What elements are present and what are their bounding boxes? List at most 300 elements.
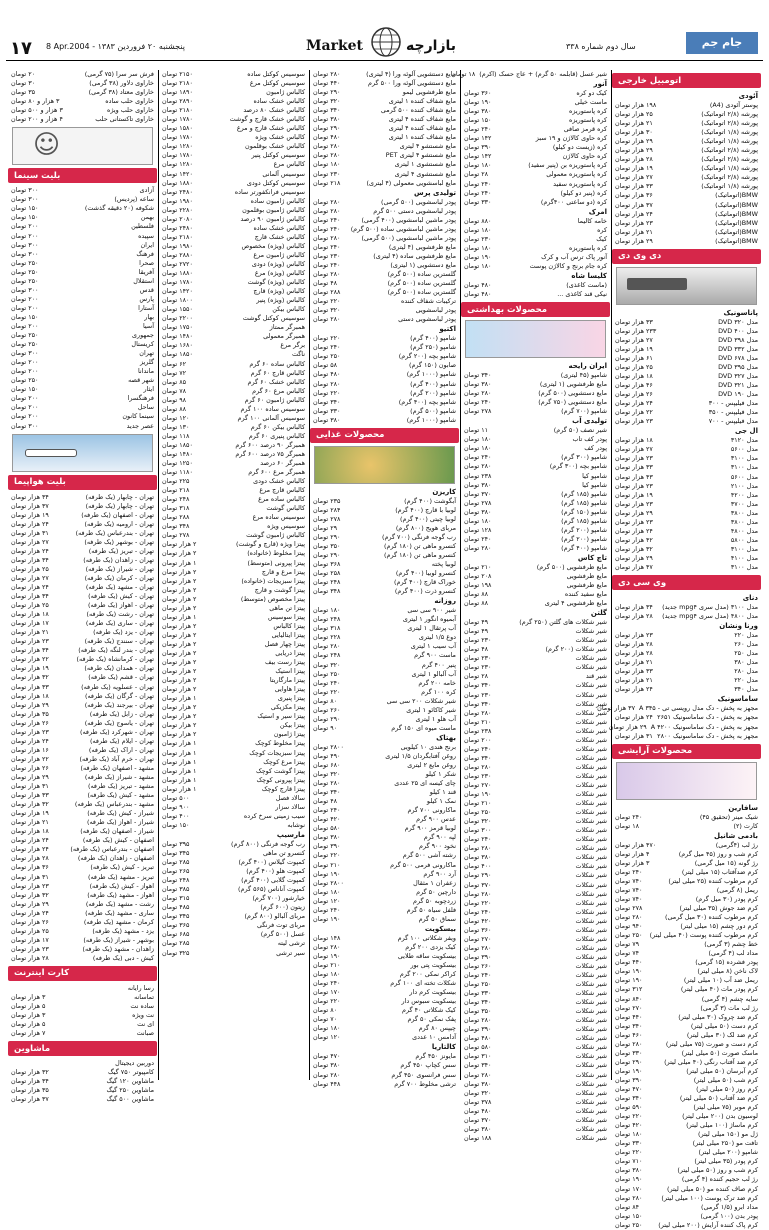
- item-price: ۲۳۰ تومان: [464, 654, 492, 663]
- price-row: [612, 1139, 761, 1148]
- cosm-photo: [616, 762, 757, 800]
- item-name: مایع لباسشویی معمولی (۴ لیتری): [366, 178, 456, 187]
- price-row: [310, 861, 459, 870]
- brand-subheading: سافارین: [728, 803, 758, 812]
- item-price: ۳۵ تومان: [11, 88, 36, 97]
- item-name: شیر شکلات: [575, 989, 607, 998]
- price-row: [461, 134, 610, 143]
- price-row: [612, 454, 761, 463]
- price-row: [310, 70, 459, 79]
- price-row: [461, 481, 610, 490]
- item-price: ۲۳۵ تومان: [313, 496, 341, 505]
- item-name: تهران - کیش (یک طرفه): [88, 592, 154, 601]
- item-name: پودر کف: [584, 444, 607, 453]
- price-row: [461, 1043, 610, 1052]
- price-row: [461, 709, 610, 718]
- price-row: [310, 642, 459, 651]
- item-price: ۲۴ هزار تومان: [615, 209, 653, 218]
- price-row: [461, 971, 610, 980]
- category-heading: اتومبیل خارجی: [612, 73, 761, 88]
- item-price: ۸۰ تومان: [313, 696, 338, 705]
- price-row: [612, 640, 761, 649]
- item-name: تهران - تبریز (یک طرفه): [88, 546, 154, 555]
- item-price: ۲۴۰ تومان: [313, 905, 341, 914]
- price-row: [310, 797, 459, 806]
- price-row: [612, 940, 761, 949]
- item-name: پیتزا ویژه (قارچ و گوشت): [235, 540, 305, 549]
- price-row: [461, 581, 610, 590]
- item-price: ۳۳ هزار تومان: [615, 317, 653, 326]
- item-price: ۲۱ هزار تومان: [11, 818, 49, 827]
- price-row: [461, 754, 610, 763]
- item-price: ۲۷۸ تومان: [162, 531, 190, 540]
- price-row: [612, 128, 761, 137]
- price-row: [8, 845, 157, 854]
- price-row: [461, 627, 610, 636]
- price-row: [8, 628, 157, 637]
- item-name: مدل DVD ۳۹۸: [718, 335, 758, 344]
- price-row: [8, 1095, 157, 1104]
- item-name: ساده نت: [130, 1002, 154, 1011]
- item-name: سوسیس کوکتل دودی: [246, 178, 305, 187]
- item-price: ۲ هزار تومان: [162, 594, 197, 603]
- price-row: [461, 953, 610, 962]
- item-price: ۴۲ هزار تومان: [615, 535, 653, 544]
- item-price: ۲۱۸ تومان: [313, 178, 341, 187]
- price-row: [310, 243, 459, 252]
- item-name: شیر شکلات: [575, 1124, 607, 1133]
- price-row: [159, 595, 308, 604]
- item-price: ۲۰۰ تومان: [11, 403, 39, 412]
- item-price: ۲۳ هزار تومان: [615, 517, 653, 526]
- item-price: ۲۵۰ تومان: [11, 340, 39, 349]
- price-row: [159, 613, 308, 622]
- item-name: شیر شکلات: [575, 871, 607, 880]
- price-row: [612, 445, 761, 454]
- item-price: ۱۸۰ تومان: [313, 606, 341, 615]
- item-name: تهران - ساری (یک طرفه): [85, 619, 154, 628]
- item-price: ۴۲۰ تومان: [615, 1121, 643, 1130]
- price-row: [461, 590, 610, 599]
- price-row: [310, 670, 459, 679]
- item-name: همبرگر ممتاز: [269, 323, 305, 332]
- price-row: [310, 1071, 459, 1080]
- item-name: شامپو (۲۵۰ گرم): [410, 343, 456, 352]
- item-name: پیتزا پپرونی کوچک: [256, 775, 305, 784]
- item-price: ۲۴۰ تومان: [615, 867, 643, 876]
- item-name: کیک یزدی ۲۰۰ گرم: [405, 942, 456, 951]
- brand-subheading: بهتاک: [436, 733, 456, 742]
- item-name: کرم ضد آفتاب رنگی (۴۰ میلی لیتر): [664, 1057, 758, 1066]
- page-number: ۱۷: [10, 38, 32, 59]
- price-row: [461, 763, 610, 772]
- price-row: [159, 215, 308, 224]
- item-name: مدل فیلیپس - ۷۰۰: [708, 417, 758, 426]
- item-price: ۳۰۰ تومان: [11, 421, 39, 430]
- item-name: دوغ ۱/۵ لیتری: [418, 633, 456, 642]
- item-name: سالاد فصل: [275, 793, 305, 802]
- item-price: ۲۳۰ تومان: [464, 636, 492, 645]
- price-row: [612, 1013, 761, 1022]
- price-row: [612, 1203, 761, 1212]
- item-price: ۲۴۰ تومان: [464, 907, 492, 916]
- item-name: مایع ظرفشویی (۵۰۰ گرم): [536, 562, 607, 571]
- item-name: شامپو کیا: [582, 480, 607, 489]
- item-name: مایع ظرفشویی (۴ لیتری): [388, 242, 456, 251]
- item-name: بیسکویت ساقه طلایی: [397, 951, 456, 960]
- price-row: [612, 1022, 761, 1031]
- brand-subheading: گلتن: [590, 609, 607, 618]
- price-row: [8, 556, 157, 565]
- price-row: [612, 895, 761, 904]
- price-row: [159, 758, 308, 767]
- item-name: کنسرو ذرت (۴۰۰ گرم): [394, 587, 456, 596]
- item-name: بوشهر - شیراز (یک طرفه): [83, 935, 154, 944]
- item-name: خیارشور (۷۰۰ گرم): [252, 894, 305, 903]
- item-name: پنیر ۴۰۰ گرم: [421, 660, 456, 669]
- item-price: ۲۴۰ تومان: [313, 979, 341, 988]
- item-price: ۱۹ هزار تومان: [615, 344, 653, 353]
- item-name: کره (پنیر دو کیلو): [560, 188, 607, 197]
- item-price: ۲۷ هزار تومان: [11, 537, 49, 546]
- item-price: ۲۸ هزار تومان: [615, 640, 653, 649]
- item-price: ۲ هزار تومان: [162, 639, 197, 648]
- price-row: [159, 97, 308, 106]
- item-price: ۲۸۰ تومان: [615, 913, 643, 922]
- item-price: ۲۸۰ تومان: [464, 543, 492, 552]
- price-row: [612, 1112, 761, 1121]
- item-name: ای نت: [137, 1020, 154, 1029]
- price-row: [159, 269, 308, 278]
- item-name: پیتزا مرغ و قارچ: [261, 567, 305, 576]
- item-price: ۱۵۰ تومان: [11, 385, 39, 394]
- item-name: کرم ضد چروک (۳۰ میلی لیتر): [678, 1012, 758, 1021]
- item-name: لوبیا پخته: [431, 560, 456, 569]
- item-price: ۲۴ هزار تومان: [11, 736, 49, 745]
- item-price: ۴۲۰ تومان: [464, 916, 492, 925]
- price-row: [310, 815, 459, 824]
- item-name: قدس: [139, 285, 154, 294]
- price-row: [159, 423, 308, 432]
- price-row: [310, 225, 459, 234]
- item-name: کرم پودر (۳۰ میل گرم): [695, 895, 758, 903]
- item-price: ۲۰۰ تومان: [11, 231, 39, 240]
- price-row: [612, 219, 761, 228]
- price-row: [8, 900, 157, 909]
- item-name: تهران: [139, 349, 154, 358]
- item-name: کالباس ساده ۶۰ گرم: [249, 359, 305, 368]
- item-name: شیر شکلات: [575, 1007, 607, 1016]
- price-row: [612, 1130, 761, 1139]
- item-name: مشهد - تبریز (یک طرفه): [88, 782, 154, 791]
- item-name: آزادی: [139, 186, 154, 195]
- item-name: شامپو (۲۰۰ گرم): [410, 388, 456, 397]
- item-name: ایران: [140, 240, 154, 249]
- price-row: [159, 332, 308, 341]
- item-name: یزد - مشهد (یک طرفه): [92, 926, 154, 935]
- item-name: شیر شکلات: [575, 961, 607, 970]
- item-price: ۳۰ هزار تومان: [615, 128, 653, 137]
- item-name: سالاد سزار: [275, 802, 305, 811]
- price-row: [8, 782, 157, 791]
- item-name: کرم دست و صورت (۷۵ میلی لیتر): [665, 1039, 758, 1048]
- item-name: کره ۱۰۰ گرم: [421, 687, 456, 696]
- item-name: پیتزا پپرونی (متوسط): [247, 558, 305, 567]
- item-name: شامپو (۵۰۰ گرم): [410, 406, 456, 415]
- item-name: پودر فشرده (۱۵ گرمی): [695, 958, 758, 967]
- price-row: [612, 545, 761, 554]
- price-row: [159, 504, 308, 513]
- item-price: ۸۰ تومان: [313, 1006, 338, 1015]
- price-row: [461, 599, 610, 608]
- item-price: ۲۸۴ تومان: [313, 505, 341, 514]
- item-price: ۲۵۰ تومان: [615, 1220, 643, 1229]
- item-price: ۳۴ هزار تومان: [615, 603, 653, 612]
- price-row: [8, 637, 157, 646]
- item-name: مدل DVD ۴۰۰: [718, 326, 758, 335]
- item-price: ۱۸۰ تومان: [313, 887, 341, 896]
- price-row: [612, 463, 761, 472]
- price-row: [159, 549, 308, 558]
- price-row: [461, 799, 610, 808]
- item-name: BMW(اتوماتیک): [715, 209, 758, 218]
- item-price: ۴ هزار و ۲۰۰ تومان: [11, 115, 63, 124]
- item-name: BMW(اتوماتیک): [715, 200, 758, 209]
- item-name: پیتزا مخلوط (خانواده): [247, 549, 305, 558]
- item-price: ۲۶۰ تومان: [313, 705, 341, 714]
- item-price: ۳۷۸ تومان: [464, 1097, 492, 1106]
- item-name: بیسکویت کرم دار: [409, 988, 456, 997]
- item-name: روغن مایع ۲ لیتری: [407, 761, 456, 769]
- item-name: شیر شکلات: [575, 844, 607, 853]
- item-price: ۴۳ هزار تومان: [615, 472, 653, 481]
- item-name: کنسرو ماهی تن (۱۸۰ گرم): [384, 541, 456, 550]
- item-name: شیر شکلات: [575, 762, 607, 771]
- item-name: ساری - مشهد (یک طرفه): [85, 908, 154, 917]
- item-name: شیر شکلات: [575, 1097, 607, 1106]
- item-name: مجهز به پخش - دک ساماسونیک ۴۲۰۰ A: [650, 722, 758, 731]
- item-price: ۲۸۰ تومان: [313, 269, 341, 278]
- price-row: [159, 658, 308, 667]
- item-price: ۲۵۰ تومان: [615, 931, 643, 940]
- item-price: ۳۳۰ تومان: [464, 197, 492, 206]
- item-price: ۳۲۰ تومان: [464, 817, 492, 826]
- item-price: ۴۶ هزار تومان: [615, 381, 653, 390]
- item-name: مدل DVD ۶۷۸: [718, 353, 758, 362]
- price-row: [310, 697, 459, 706]
- item-price: ۲ هزار تومان: [162, 703, 197, 712]
- item-name: ماست ۹۰۰ گرم: [414, 651, 456, 660]
- category-heading: ماشاوین: [8, 1041, 157, 1056]
- item-price: ۸۸ تومان: [162, 404, 187, 413]
- item-price: ۳۳ هزار تومان: [11, 682, 49, 691]
- price-row: [612, 563, 761, 572]
- item-name: کالباس ژامبون: [266, 88, 305, 97]
- item-name: مایع شفاف کننده ۴ لیتری: [388, 124, 456, 133]
- item-price: ۲۹ هزار تومان: [615, 553, 653, 562]
- item-name: شیر شکلات: [575, 925, 607, 934]
- item-name: کرم ضد ترک پوست (۱۰۰ میلی لیتر): [661, 1193, 758, 1202]
- item-name: شیر شکلات: [575, 907, 607, 916]
- item-name: لوبیا قرمز ۹۰۰ گرم: [404, 824, 456, 833]
- item-price: ۲۲۰ تومان: [313, 334, 341, 343]
- item-price: ۲۵۰ تومان: [464, 980, 492, 989]
- item-name: ریمل ضد آب (۱۰ میلی لیتر): [683, 976, 758, 985]
- price-row: [159, 794, 308, 803]
- item-price: ۱۸۹۰ تومان: [162, 88, 193, 97]
- item-name: شیر ۹۰۰ سی سی: [407, 606, 456, 615]
- item-price: ۲۹ هزار تومان: [11, 773, 49, 781]
- price-row: [8, 827, 157, 836]
- item-name: پودر بدن (۱۰۰ گرمی): [700, 1211, 758, 1220]
- item-name: شامپو (۱۰۰۰ گرم): [406, 370, 456, 379]
- price-row: [612, 1094, 761, 1103]
- item-name: کالباس (ویژه) پنیر: [256, 296, 305, 305]
- item-price: ۷۴۰ تومان: [615, 885, 643, 894]
- item-name: مایع دستشویی (۱ لیتری): [390, 260, 456, 269]
- item-name: شامپو (۳۰۰ گرم): [561, 453, 607, 462]
- item-name: شیر شکلات: [575, 980, 607, 989]
- item-name: مشهد - شیراز (یک طرفه): [84, 773, 154, 781]
- item-name: ماکارونی فرمی ۵۰۰ گرم: [390, 860, 456, 869]
- price-row: [310, 569, 459, 578]
- item-name: سوسیس آلمانی: [262, 169, 305, 178]
- price-row: [612, 390, 761, 399]
- price-row: [8, 836, 157, 845]
- column-divider: [309, 70, 310, 1080]
- item-price: ۱۴۲ تومان: [464, 134, 492, 143]
- item-name: شامپو (۱۸۵ گرم): [561, 516, 607, 525]
- item-name: شامپو بچه (۲۰۰ گرم): [398, 352, 456, 361]
- item-name: کره حاوی کالاژن و ۱۹ سبز: [535, 134, 607, 143]
- price-row: [461, 663, 610, 672]
- item-name: نت ویژه: [132, 1011, 154, 1020]
- price-row: [612, 1175, 761, 1184]
- item-price: ۱۹ هزار تومان: [11, 664, 49, 673]
- item-price: ۲۱۵۰ تومان: [162, 70, 193, 78]
- item-price: ۲۹۰ تومان: [313, 88, 341, 97]
- item-price: ۳۹۰ تومان: [464, 1025, 492, 1034]
- item-name: کریستال: [131, 340, 154, 349]
- price-row: [159, 88, 308, 97]
- item-price: ۲ هزار تومان: [162, 540, 197, 549]
- item-name: ترکیبات شفاف کننده: [401, 297, 456, 306]
- price-row: [461, 508, 610, 517]
- price-row: [8, 1086, 157, 1095]
- item-price: ۲۳۳ هزار تومان: [615, 326, 657, 335]
- brand-subheading: تولیدی پرس: [413, 188, 456, 197]
- item-name: تهران - چابهار (یک طرفه): [85, 492, 154, 501]
- item-name: رشت - مشهد (یک طرفه): [85, 899, 154, 908]
- item-price: ۲۴۰ تومان: [313, 343, 341, 352]
- price-row: [612, 191, 761, 200]
- item-name: کرم صاف کننده مو (۵۰ میلی لیتر): [666, 1184, 758, 1193]
- item-name: رژ لب حجیم کننده (۴ گرمی): [681, 1175, 758, 1184]
- item-name: پیتزا رست بیف: [264, 658, 305, 667]
- item-name: آستارا: [138, 303, 154, 312]
- price-row: [159, 106, 308, 115]
- item-name: نوشابه: [287, 820, 305, 829]
- item-price: ۲۲ هزار تومان: [11, 655, 49, 664]
- price-row: [612, 913, 761, 922]
- price-row: [8, 286, 157, 295]
- item-price: ۳۰۰ تومان: [11, 285, 39, 294]
- item-price: ۳۳ هزار تومان: [615, 667, 653, 676]
- price-row: [461, 826, 610, 835]
- price-row: [310, 198, 459, 207]
- item-price: ۲۸ هزار تومان: [11, 854, 49, 863]
- newspaper-logo: جام جم: [686, 32, 758, 54]
- item-price: ۳۶۸ تومان: [313, 560, 341, 569]
- item-name: مدل ۳۸۰۰: [730, 517, 758, 526]
- item-name: پیتزا مخلوط کوچک: [255, 739, 305, 748]
- item-price: ۲۰۸۰ تومان: [162, 214, 193, 223]
- price-row: [612, 345, 761, 354]
- price-row: [159, 840, 308, 849]
- price-row: [612, 500, 761, 509]
- item-name: شکلات تخته ای ۱۰۰ گرم: [390, 979, 456, 988]
- item-price: ۲۸۰ تومان: [464, 762, 492, 771]
- item-name: BMW(اتوماتیک): [715, 236, 758, 245]
- price-row: [461, 1061, 610, 1070]
- price-row: [310, 551, 459, 560]
- item-price: ۱۹۰ تومان: [313, 869, 341, 878]
- item-name: کنسرو لوبیا (۴۰۰ گرم): [395, 569, 456, 578]
- item-name: سینما کانون: [122, 412, 154, 421]
- price-row: [461, 935, 610, 944]
- item-name: مایع دستشویی (۵۰۰ گرم): [538, 389, 607, 398]
- item-price: ۸۸ تومان: [464, 590, 489, 599]
- item-price: ۲۸۰ تومان: [464, 389, 492, 398]
- item-price: ۳۳۰ تومان: [615, 1048, 643, 1057]
- item-name: مایع شستشو ۴ لیتری: [399, 142, 456, 151]
- price-row: [8, 800, 157, 809]
- item-name: پورشه (۲/۸ اتوماتیک): [701, 155, 758, 164]
- item-name: مایع دستشویی آلوئه ورا ۵۰۰ گرم: [368, 79, 456, 88]
- price-row: [612, 685, 761, 694]
- price-row: [159, 949, 308, 958]
- price-column-5: [8, 70, 157, 1104]
- item-name: کرم شب (۵۰ میلی لیتر): [693, 1075, 758, 1084]
- item-name: کرم ضد جوش (۳۵ میلی لیتر): [679, 904, 758, 913]
- price-row: [612, 868, 761, 877]
- price-row: [8, 1029, 157, 1038]
- item-price: ۲۶ هزار تومان: [11, 917, 49, 926]
- item-price: ۲۴۸ تومان: [313, 651, 341, 660]
- item-price: ۲۸۰ تومان: [464, 844, 492, 853]
- item-price: ۲۸۰ تومان: [313, 642, 341, 651]
- item-price: ۲۹ هزار تومان: [615, 508, 653, 517]
- item-price: ۴۸۰ تومان: [313, 133, 341, 142]
- price-row: [8, 936, 157, 945]
- item-price: ۲۳۰ تومان: [313, 169, 341, 178]
- item-price: ۲۲۰ تومان: [615, 1112, 643, 1121]
- price-row: [8, 683, 157, 692]
- price-row: [461, 926, 610, 935]
- price-row: [159, 341, 308, 350]
- item-price: ۲۹۰ تومان: [464, 871, 492, 880]
- item-price: ۲ هزار تومان: [162, 667, 197, 676]
- item-price: ۲۳۸ تومان: [464, 726, 492, 735]
- price-row: [8, 1002, 157, 1011]
- item-price: ۴۸۰ تومان: [464, 1106, 492, 1115]
- price-row: [8, 863, 157, 872]
- price-row: [159, 486, 308, 495]
- item-price: ۲۹ هزار تومان: [608, 722, 647, 731]
- item-price: ۳۳۰ تومان: [313, 406, 341, 415]
- item-name: بهمن: [140, 213, 154, 222]
- price-row: [612, 164, 761, 173]
